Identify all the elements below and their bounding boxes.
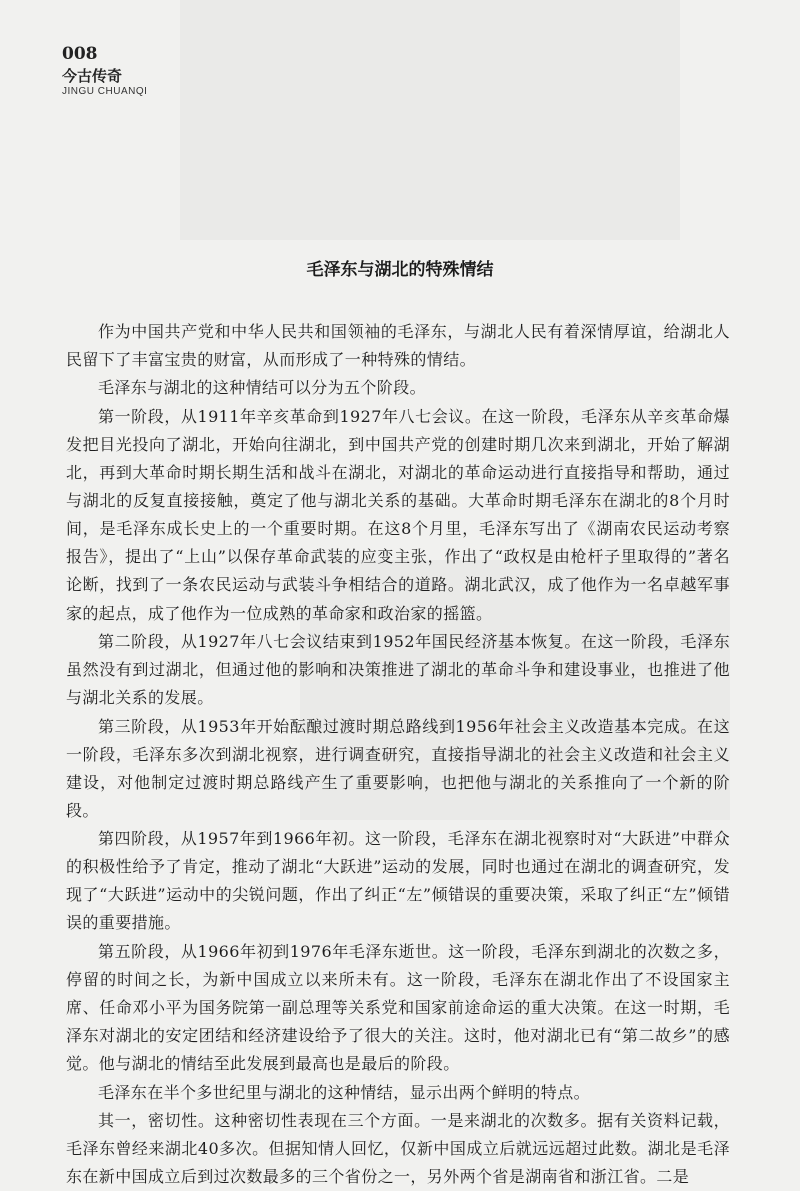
column-title: 今古传奇 xyxy=(62,67,123,85)
paragraph: 毛泽东在半个多世纪里与湖北的这种情结，显示出两个鲜明的特点。 xyxy=(98,1082,591,1102)
column-pinyin: JINGU CHUANQI xyxy=(62,86,148,97)
paragraph: 毛泽东与湖北的这种情结可以分为五个阶段。 xyxy=(98,378,427,398)
paragraph: 第四阶段，从1957年到1966年初。这一阶段，毛泽东在湖北视察时对“大跃进”中群众的积极性给予了肯定，推动了湖北“大跃进”运动的发展，同时也通过在湖北的调查研究，发现了“大跃进”运动中的尖锐问题，作出了纠正“左”倾错误的重要决策，采取了纠正“左”倾错误的重要措施。 xyxy=(66,829,730,933)
article-body xyxy=(66,318,730,1191)
paragraph: 第一阶段，从1911年辛亥革命到1927年八七会议。在这一阶段，毛泽东从辛亥革命爆发把目光投向了湖北，开始向往湖北，到中国共产党的创建时期几次来到湖北，开始了解湖北，再到大革命时期长期生活和战斗在湖北，对湖北的革命运动进行直接指导和帮助，通过与湖北的反复直接接触，奠定了他与湖北关系的基础。大革命时期毛泽东在湖北的8个月时间，是毛泽东成长史上的一个重要时期。在这8个月里，毛泽东写出了《湖南农民运动考察报告》，提出了“上山”以保存革命武装的应变主张，作出了“政权是由枪杆子里取得的”著名论断，找到了一条农民运动与武装斗争相结合的道路。湖北武汉，成了他作为一名卓越军事家的起点，成了他作为一位成熟的革命家和政治家的摇篮。 xyxy=(66,406,730,623)
paragraph: 第五阶段，从1966年初到1976年毛泽东逝世。这一阶段，毛泽东到湖北的次数之多，停留的时间之长，为新中国成立以来所未有。这一阶段，毛泽东在湖北作出了不设国家主席、任命邓小平为国务院第一副总理等关系党和国家前途命运的重大决策。在这一时期，毛泽东对湖北的安定团结和经济建设给予了很大的关注。这时，他对湖北已有“第二故乡”的感觉。他与湖北的情结至此发展到最高也是最后的阶段。 xyxy=(66,941,730,1074)
background-photo-shade-top xyxy=(180,0,680,240)
paragraph: 第三阶段，从1953年开始酝酿过渡时期总路线到1956年社会主义改造基本完成。在这一阶段，毛泽东多次到湖北视察，进行调查研究，直接指导湖北的社会主义改造和社会主义建设，对他制定过渡时期总路线产生了重要影响，也把他与湖北的关系推向了一个新的阶段。 xyxy=(66,716,730,820)
article-title: 毛泽东与湖北的特殊情结 xyxy=(306,260,494,280)
paragraph: 第二阶段，从1927年八七会议结束到1952年国民经济基本恢复。在这一阶段，毛泽东虽然没有到过湖北，但通过他的影响和决策推进了湖北的革命斗争和建设事业，也推进了他与湖北关系的发展。 xyxy=(66,631,730,708)
paragraph: 其一，密切性。这种密切性表现在三个方面。一是来湖北的次数多。据有关资料记载，毛泽东曾经来湖北40多次。但据知情人回忆，仅新中国成立后就远远超过此数。湖北是毛泽东在新中国成立后到过次数最多的三个省份之一，另外两个省是湖南省和浙江省。二是 xyxy=(66,1111,730,1187)
page-number: 008 xyxy=(62,44,98,64)
paragraph: 作为中国共产党和中华人民共和国领袖的毛泽东，与湖北人民有着深情厚谊，给湖北人民留下了丰富宝贵的财富，从而形成了一种特殊的情结。 xyxy=(66,322,730,370)
page-header xyxy=(62,44,147,98)
